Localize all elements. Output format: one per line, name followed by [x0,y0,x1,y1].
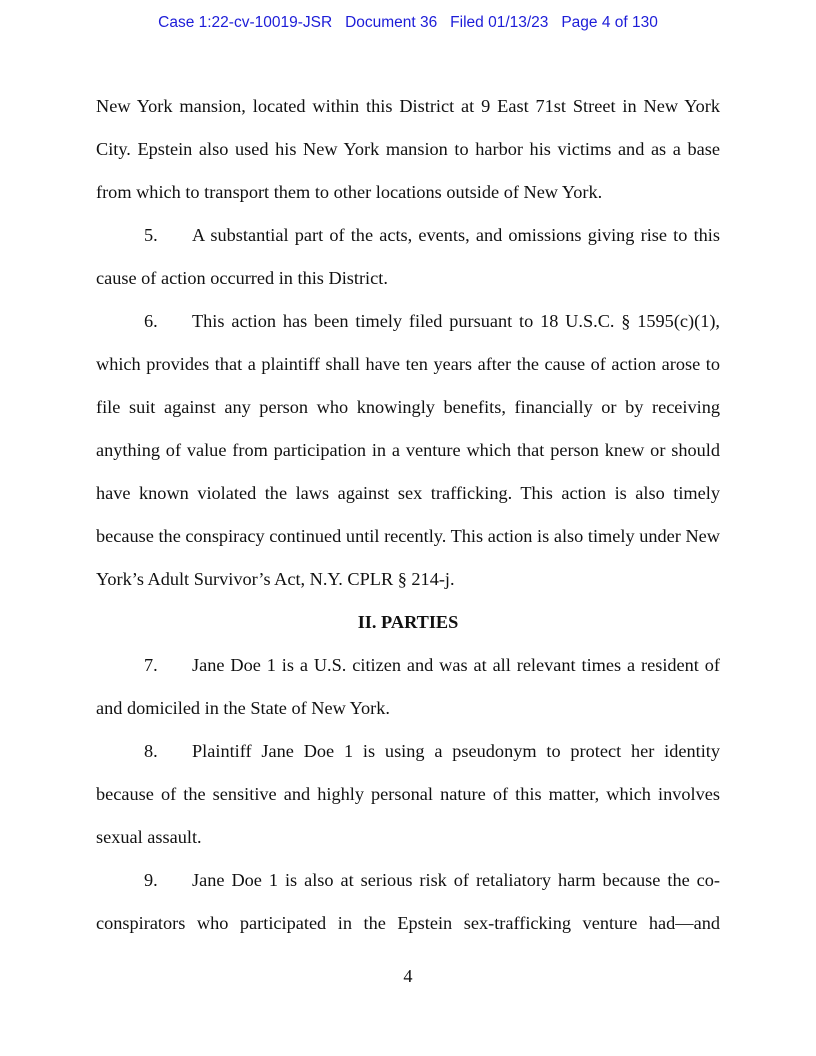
paragraph-8 [96,730,720,859]
paragraph-7 [96,644,720,730]
paragraph-6 [96,300,720,601]
paragraph-text: This action has been timely filed pursuant to 18 U.S.C. § 1595(c)(1), which provides that a plaintiff shall have ten years after the cause of action arose to file suit against any person who knowingly benefits, financially or by receiving anything of value from participation in a venture which that person knew or should have known violated the laws against sex trafficking. This action is also timely because the conspiracy continued until recently. This action is also timely under New York’s Adult Survivor’s Act, N.Y. CPLR § 214-j. [96,311,720,589]
paragraph-text: Jane Doe 1 is also at serious risk of retaliatory harm because the co-conspirators who participated in the Epstein sex-trafficking venture had—and [96,870,720,933]
page-number: 4 [403,966,413,986]
paragraph-continuation: New York mansion, located within this District at 9 East 71st Street in New York City. Epstein also used his New York mansion to harbor his victims and as a base from which to transport them to other locations outside of New York. [96,96,720,202]
case-header: Case 1:22-cv-10019-JSR Document 36 Filed 01/13/23 Page 4 of 130 [158,14,658,31]
paragraph-number: 6. [144,311,158,331]
paragraph-text: Plaintiff Jane Doe 1 is using a pseudonym to protect her identity because of the sensitive and highly personal nature of this matter, which involves sexual assault. [96,741,720,847]
paragraph-number: 5. [144,225,158,245]
paragraph-text: A substantial part of the acts, events, and omissions giving rise to this cause of action occurred in this District. [96,225,720,288]
paragraph-number: 7. [144,655,158,675]
paragraph-number: 8. [144,741,158,761]
paragraph-number: 9. [144,870,158,890]
document-body [96,85,720,945]
paragraph-9 [96,859,720,945]
paragraph-5 [96,214,720,300]
paragraph-text: Jane Doe 1 is a U.S. citizen and was at all relevant times a resident of and domiciled in the State of New York. [96,655,720,718]
section-heading: II. PARTIES [357,612,459,632]
